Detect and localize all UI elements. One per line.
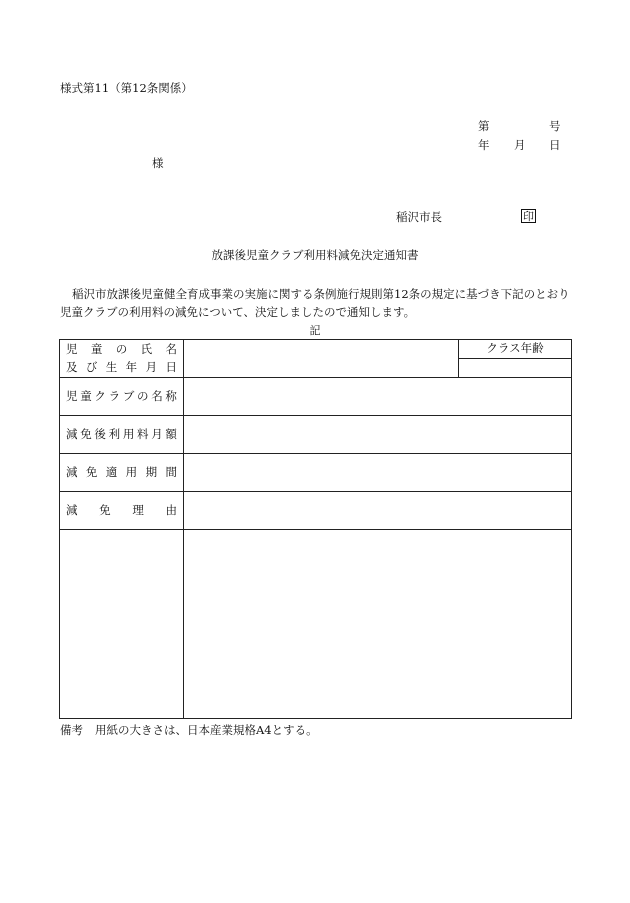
remarks-text: 用紙の大きさは、日本産業規格A4とする。 <box>95 723 318 737</box>
monthly-fee-field[interactable] <box>184 416 572 454</box>
application-period-field[interactable] <box>184 454 572 492</box>
reason-detail-field[interactable] <box>184 530 572 719</box>
club-name-label: 児 童 ク ラ ブ の 名 称 <box>60 378 184 416</box>
document-number-prefix: 第 <box>478 119 490 133</box>
club-name-field[interactable] <box>184 378 572 416</box>
reason-detail-blank-label <box>60 530 184 719</box>
child-name-label: 児 童 の 氏 名 <box>66 341 177 356</box>
decision-record-table <box>59 339 572 719</box>
reason-label: 減 免 理 由 <box>60 492 184 530</box>
reason-field[interactable] <box>184 492 572 530</box>
ki-heading: 記 <box>309 324 321 337</box>
birth-date-label: 及 び 生 年 月 日 <box>66 360 177 374</box>
class-age-header: クラス年齢 <box>459 340 572 359</box>
addressee-honorific: 様 <box>152 156 164 170</box>
application-period-label: 減 免 適 用 期 間 <box>60 454 184 492</box>
document-number-suffix: 号 <box>549 119 561 133</box>
date-year-label: 年 <box>478 138 490 152</box>
body-paragraph: 稲沢市放課後児童健全育成事業の実施に関する条例施行規則第12条の規定に基づき下記のとおり児童クラブの利用料の減免について、決定しましたので通知します。 <box>60 287 570 319</box>
remarks-label: 備考 <box>60 723 83 737</box>
child-name-birthdate-label <box>60 340 184 378</box>
date-day-label: 日 <box>549 138 561 152</box>
monthly-fee-label: 減 免 後 利 用 料 月 額 <box>60 416 184 454</box>
child-name-birthdate-field[interactable] <box>184 340 459 378</box>
class-age-field[interactable] <box>459 359 572 378</box>
remarks <box>60 725 318 737</box>
form-number: 様式第11（第12条関係） <box>60 81 193 95</box>
date-month-label: 月 <box>514 138 526 152</box>
document-title: 放課後児童クラブ利用料減免決定通知書 <box>211 248 419 262</box>
issuer-name: 稲沢市長 <box>396 210 442 224</box>
seal-mark: 印 <box>523 210 534 223</box>
